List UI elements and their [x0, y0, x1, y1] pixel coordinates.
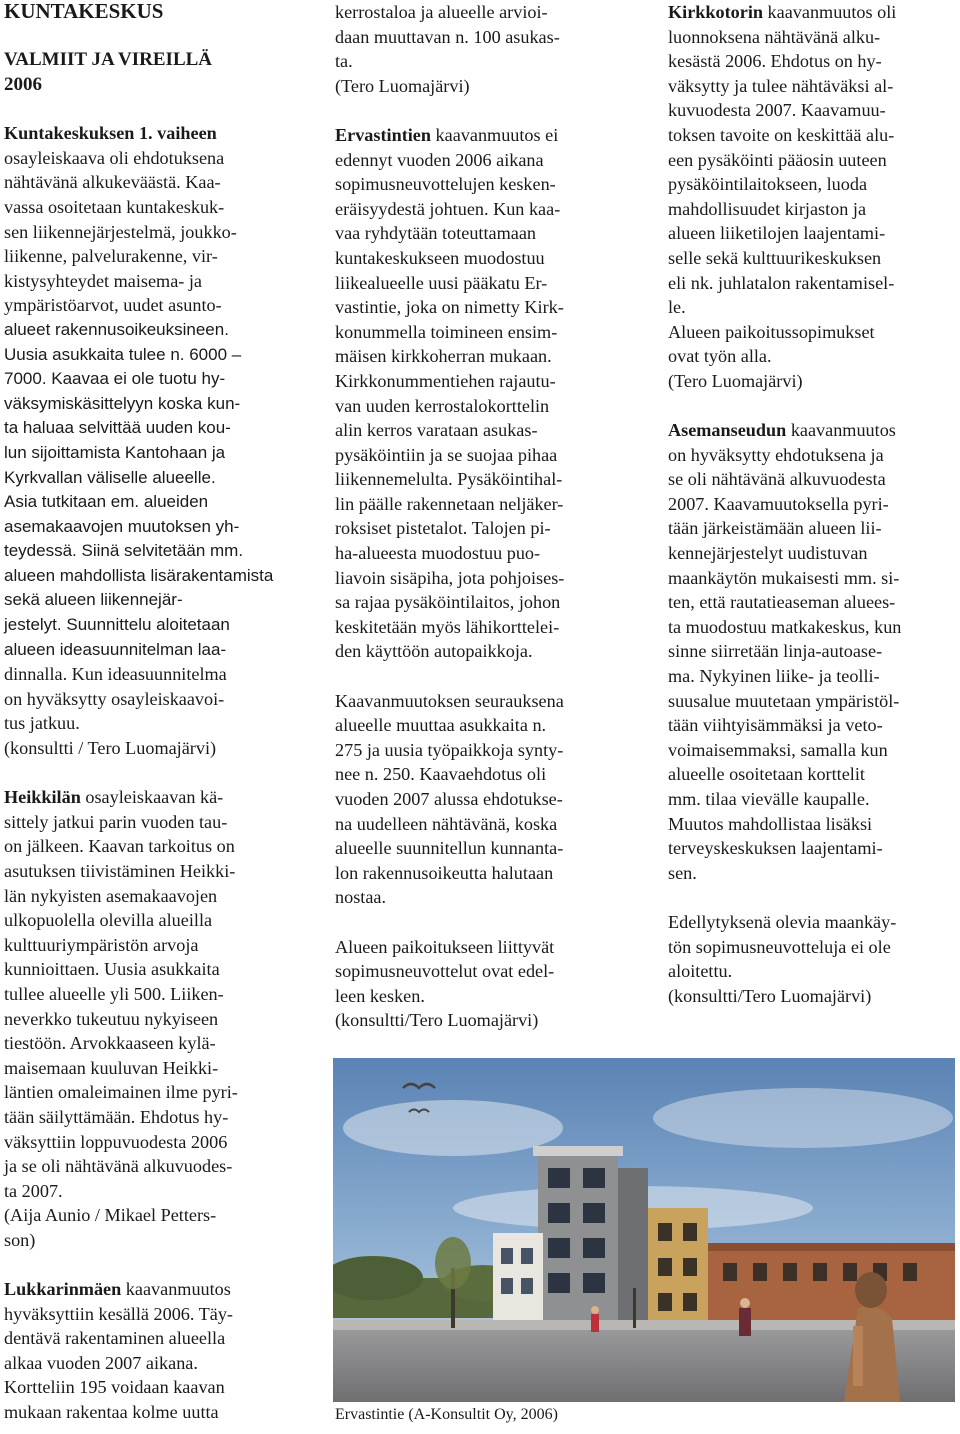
kirkkotori-line: mahdollisuudet kirjaston ja — [668, 198, 867, 219]
ervastintie-line: den käyttöön autopaikkoja. — [335, 641, 533, 662]
kuntakeskus-line: alueet rakennusoikeuksineen. — [4, 319, 229, 339]
kuntakeskus-line: alueen mahdollista lisärakentamista sekä alueen liikennejär- — [4, 565, 274, 610]
ervastintie-line: van uuden kerrostalokorttelin — [335, 395, 550, 416]
ervastintie-line: ha-alueesta muodostuu puo- — [335, 543, 541, 564]
asemanseutu-line: tään järkeistämään alueen lii- — [668, 518, 882, 539]
kuntakeskus-body — [4, 146, 304, 736]
image-caption: Ervastintie (A-Konsultit Oy, 2006) — [335, 1406, 558, 1423]
kirkkotori-line: luonnoksena nähtävänä alku- — [668, 26, 881, 47]
asemanseutu-line: ta muodostuu matkakeskus, kun — [668, 616, 902, 637]
seuraus-body — [335, 689, 635, 910]
heikkila-line: neverkko tukeutuu nykyiseen — [4, 1008, 219, 1029]
kuntakeskus-line: Asia tutkitaan em. alueiden — [4, 492, 209, 512]
edellytys-body — [668, 910, 960, 984]
asemanseutu-line: ten, että rautatieaseman aluees- — [668, 592, 896, 613]
column-1 — [4, 0, 304, 1425]
heikkila-line: län nykyisten asemakaavojen — [4, 885, 218, 906]
kirkkotori-line: pysäköintilaitokseen, luoda — [668, 174, 868, 195]
edellytys-credit: (konsultti/Tero Luomajärvi) — [668, 985, 872, 1006]
asemanseutu-line: mm. tilaa vievälle kaupalle. — [668, 789, 870, 809]
ervastintie-line: Kirkkonummentiehen rajautu- — [335, 370, 556, 391]
lukkari-first-text: kaavanmuutos — [121, 1279, 231, 1300]
heikkila-line: ta 2007. — [4, 1180, 63, 1201]
kuntakeskus-credit: (konsultti / Tero Luomajärvi) — [4, 738, 217, 759]
ervastintie-line: alin kerros varataan asukas- — [335, 420, 538, 441]
kirkkotori-first-text: kaavanmuutos oli — [763, 2, 897, 22]
kirkkotori-line: kesästä 2006. Ehdotus on hy- — [668, 51, 882, 72]
ervastintie-first-line — [335, 123, 635, 148]
heikkila-name: Heikkilän — [4, 787, 81, 808]
paikoitus-line: sopimusneuvottelut ovat edel- — [335, 961, 555, 982]
heikkila-body — [4, 810, 304, 1253]
heikkila-line: tään säilyttämään. Ehdotus hy- — [4, 1106, 229, 1127]
kirkkotori-line: väksytty ja tulee nähtäväksi al- — [668, 75, 894, 96]
kirkkotori-name: Kirkkotorin — [668, 2, 763, 22]
heikkila-line: tiestöön. Arvokkaaseen kylä- — [4, 1033, 216, 1054]
asemanseutu-line: voimaisemmaksi, samalla kun — [668, 739, 888, 760]
asemanseutu-line: on hyväksytty ehdotuksena ja — [668, 444, 884, 465]
asemanseutu-line: ma. Nykyinen liike- ja teolli- — [668, 666, 880, 687]
ervastintie-line: vaa ryhdytään toteuttamaan — [335, 223, 536, 244]
heikkila-line: kulttuuriympäristön arvoja — [4, 934, 199, 955]
kirkkotori-line: ovat työn alla. — [668, 346, 772, 367]
section-title: KUNTAKESKUS — [4, 0, 164, 23]
ervastintie-first-text: kaavanmuutos ei — [431, 124, 559, 145]
lukkari-line: dentävä rakentaminen alueella — [4, 1328, 226, 1349]
ervastintie-line: pysäköintiin ja se suojaa pihaa — [335, 444, 558, 465]
kuntakeskus-line: nähtävänä alkukeväästä. Kaa- — [4, 172, 221, 193]
ervastintie-line: liikennemelulta. Pysäköintihal- — [335, 469, 563, 490]
ervastintie-line: edennyt vuoden 2006 aikana — [335, 149, 544, 170]
heikkila-line: (Aija Aunio / Mikael Petters- — [4, 1205, 217, 1226]
ervastintie-line: kuntakeskukseen muodostuu — [335, 247, 545, 268]
kuntakeskus-line: asemakaavojen muutoksen yh- — [4, 516, 240, 536]
asemanseutu-line: maankäytön mukaisesti mm. si- — [668, 567, 900, 588]
heikkila-line: ulkopuolella olevilla alueilla — [4, 910, 213, 931]
lukkari-line: mukaan rakentaa kolme uutta — [4, 1402, 219, 1423]
section-subtitle-2: 2006 — [4, 73, 42, 95]
kuntakeskus-heading: Kuntakeskuksen 1. vaiheen — [4, 123, 217, 144]
heikkila-first-text: osayleiskaavan kä- — [80, 787, 224, 808]
edellytys-line: tön sopimusneuvotteluja ei ole — [668, 936, 891, 957]
section-subtitle-1: VALMIIT JA VIREILLÄ — [4, 49, 213, 70]
kuntakeskus-line: Kyrkvallan väliselle alueelle. — [4, 467, 216, 487]
kirkkotori-line: Alueen paikoitussopimukset — [668, 321, 875, 342]
asemanseutu-first-text: kaavanmuutos — [786, 420, 896, 441]
continuation-line: ta. — [335, 51, 353, 72]
lukkari-name: Lukkarinmäen — [4, 1279, 122, 1300]
asemanseutu-first-line — [668, 418, 960, 443]
kuntakeskus-line: väksymiskäsittelyyn koska kun- — [4, 393, 241, 413]
lukkari-line: alkaa vuoden 2007 aikana. — [4, 1352, 198, 1373]
paikoitus-body — [335, 935, 635, 1009]
kuntakeskus-line: osayleiskaava oli ehdotuksena — [4, 147, 225, 168]
heikkila-line: on jälkeen. Kaavan tarkoitus on — [4, 836, 235, 857]
kirkkotori-line: toksen tavoite on keskittää alu- — [668, 124, 895, 145]
kuntakeskus-line: lun sijoittamista Kantohaan ja — [4, 442, 226, 462]
heikkila-first-line — [4, 785, 304, 810]
kuntakeskus-line: on hyväksytty osayleiskaavoi- — [4, 688, 225, 709]
column-3 — [668, 0, 960, 1008]
heikkila-line: väksyttiin loppuvuodesta 2006 — [4, 1131, 228, 1152]
heikkila-line: tullee alueelle yli 500. Liiken- — [4, 983, 224, 1004]
kirkkotori-credit: (Tero Luomajärvi) — [668, 370, 803, 391]
ervastintie-line: keskitetään myös lähikorttelei- — [335, 616, 560, 637]
seuraus-line: alueelle suunnitellun kunnanta- — [335, 838, 564, 859]
kuntakeskus-line: liikenne, palvelurakenne, vir- — [4, 246, 218, 267]
paikoitus-credit: (konsultti/Tero Luomajärvi) — [335, 1010, 539, 1031]
kuntakeskus-line: ympäristöarvot, uudet asunto- — [4, 295, 222, 316]
ervastintie-line: lin päälle rakennetaan neljäker- — [335, 493, 564, 514]
kirkkotori-first-line — [668, 0, 960, 25]
seuraus-line: Kaavanmuutoksen seurauksena — [335, 690, 564, 711]
asemanseutu-line: terveyskeskuksen laajentami- — [668, 838, 883, 859]
kirkkotori-line: alueen liiketilojen laajentami- — [668, 223, 886, 244]
edellytys-line: Edellytyksenä olevia maankäy- — [668, 911, 897, 932]
kuntakeskus-line: Uusia asukkaita tulee n. 6000 – — [4, 344, 242, 364]
column-2 — [335, 0, 635, 1033]
ervastintie-line: mäisen kirkkoherran mukaan. — [335, 346, 552, 367]
ervastintie-line: sopimusneuvottelujen kesken- — [335, 174, 556, 195]
kuntakeskus-line: kistysyhteydet maisema- ja — [4, 270, 202, 291]
lukkari-line: Kortteliin 195 voidaan kaavan — [4, 1377, 225, 1398]
continuation-credit: (Tero Luomajärvi) — [335, 75, 470, 96]
kuntakeskus-line: vassa osoitetaan kuntakeskuk- — [4, 196, 225, 217]
ervastintie-line: konummella toimineen ensim- — [335, 321, 558, 342]
seuraus-line: lon rakennusoikeutta halutaan — [335, 862, 554, 883]
asemanseutu-name: Asemanseudun — [668, 420, 787, 441]
heikkila-line: maisemaan kuuluvan Heikki- — [4, 1057, 219, 1078]
asemanseutu-line: tään viihtyisämmäksi ja veto- — [668, 715, 883, 736]
heikkila-line: sittely jatkui parin vuoden tau- — [4, 811, 228, 832]
ervastintie-line: liavoin sisäpiha, jota pohjoises- — [335, 567, 565, 588]
seuraus-line: nostaa. — [335, 887, 387, 908]
ervastintie-line: vastintie, joka on nimetty Kirk- — [335, 297, 564, 318]
asemanseutu-line: Muutos mahdollistaa lisäksi — [668, 813, 873, 834]
seuraus-line: alueelle muuttaa asukkaita n. — [335, 715, 547, 736]
kuntakeskus-line: 7000. Kaavaa ei ole tuotu hy- — [4, 369, 226, 389]
ervastintie-line: eräisyydestä johtuen. Kun kaa- — [335, 198, 561, 219]
asemanseutu-body — [668, 443, 960, 886]
kirkkotori-line: eli nk. juhlatalon rakentamisel- — [668, 272, 895, 293]
heikkila-line: ja se oli nähtävänä alkuvuodes- — [4, 1156, 233, 1177]
heikkila-line: kunnioittaen. Uusia asukkaita — [4, 959, 220, 980]
kuntakeskus-line: teydessä. Siinä selvitetään mm. — [4, 541, 244, 561]
paikoitus-line: leen kesken. — [335, 985, 425, 1006]
kirkkotori-line: selle sekä kulttuurikeskuksen — [668, 247, 882, 268]
kirkkotori-body-2 — [668, 320, 960, 369]
asemanseutu-line: sen. — [668, 862, 697, 883]
seuraus-line: vuoden 2007 alussa ehdotukse- — [335, 789, 563, 809]
kirkkotori-line: le. — [668, 297, 686, 318]
ervastintie-rendering-image — [333, 1058, 955, 1402]
asemanseutu-line: 2007. Kaavamuutoksella pyri- — [668, 493, 889, 514]
kuntakeskus-line: alueen ideasuunnitelman laa- — [4, 639, 227, 659]
asemanseutu-line: kennejärjestelyt uudistuvan — [668, 543, 868, 564]
heikkila-line: asutuksen tiivistäminen Heikki- — [4, 861, 236, 881]
seuraus-line: na uudelleen nähtävänä, koska — [335, 813, 558, 834]
edellytys-line: aloitettu. — [668, 961, 733, 982]
asemanseutu-line: suusalue muutetaan ympäristöl- — [668, 690, 900, 711]
ervastintie-line: sa rajaa pysäköintilaitos, johon — [335, 592, 561, 613]
kuntakeskus-line: ta haluaa selvittää uuden kou- — [4, 418, 231, 438]
heikkila-line: läntien omaleimainen ilme pyri- — [4, 1082, 238, 1103]
seuraus-line: nee n. 250. Kaavaehdotus oli — [335, 764, 547, 785]
lukkari-first-line — [4, 1277, 304, 1302]
continuation-line: daan muuttavan n. 100 asukas- — [335, 26, 560, 47]
kuntakeskus-line: sen liikennejärjestelmä, joukko- — [4, 221, 237, 242]
ervastintie-body — [335, 148, 635, 664]
heikkila-line: son) — [4, 1229, 36, 1250]
kirkkotori-line: kuvuodesta 2007. Kaavamuu- — [668, 100, 886, 121]
continuation-line: kerrostaloa ja alueelle arvioi- — [335, 2, 548, 22]
continuation-body — [335, 0, 635, 74]
lukkari-line: hyväksyttiin kesällä 2006. Täy- — [4, 1303, 233, 1324]
kuntakeskus-line: dinnalla. Kun ideasuunnitelma — [4, 664, 227, 685]
seuraus-line: 275 ja uusia työpaikkoja synty- — [335, 739, 564, 760]
lukkari-body — [4, 1302, 304, 1425]
kuntakeskus-line: tus jatkuu. — [4, 713, 80, 734]
asemanseutu-line: alueelle osoitetaan korttelit — [668, 764, 865, 785]
asemanseutu-line: sinne siirretään linja-autoase- — [668, 641, 883, 662]
kuntakeskus-line: jestelyt. Suunnittelu aloitetaan — [4, 615, 230, 635]
paikoitus-line: Alueen paikoitukseen liittyvät — [335, 936, 555, 957]
kirkkotori-line: een pysäköinti pääosin uuteen — [668, 149, 887, 170]
asemanseutu-line: se oli nähtävänä alkuvuodesta — [668, 469, 886, 490]
ervastintie-name: Ervastintien — [335, 124, 431, 145]
ervastintie-line: liikealueelle uusi pääkatu Er- — [335, 272, 548, 293]
kirkkotori-body — [668, 25, 960, 320]
ervastintie-line: roksiset pistetalot. Talojen pi- — [335, 518, 551, 539]
